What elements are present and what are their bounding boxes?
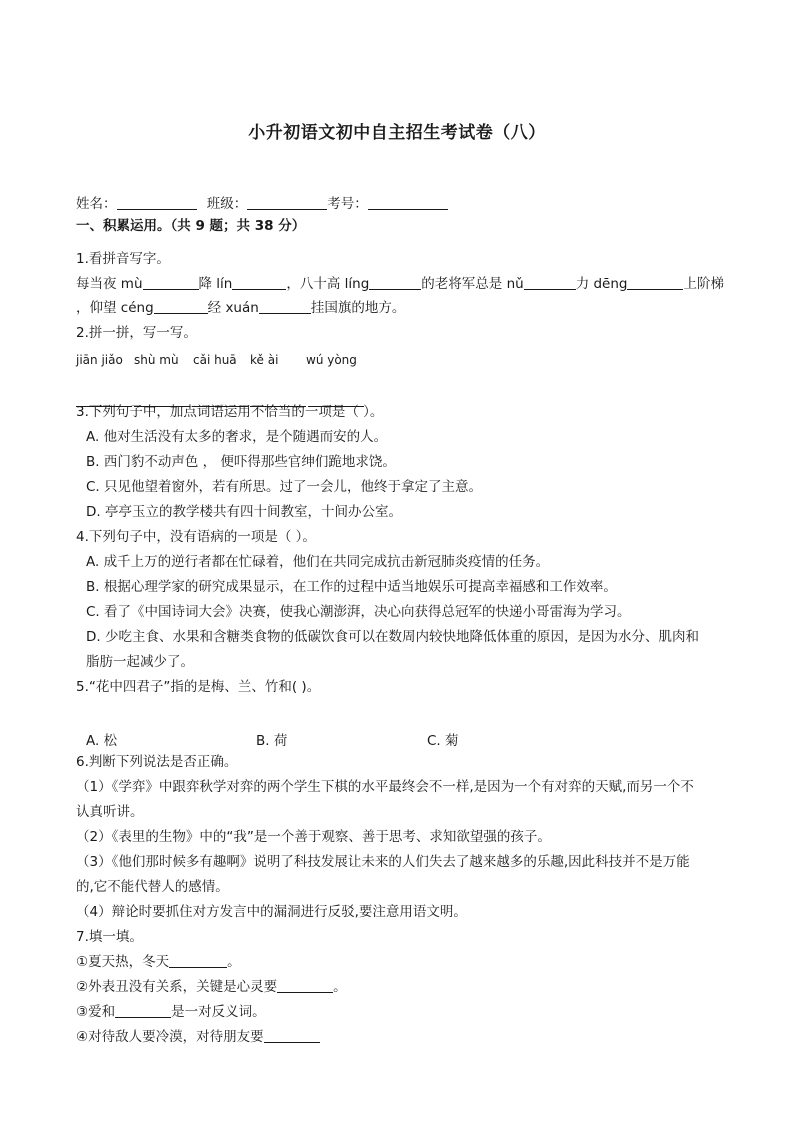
q4-option-b[interactable]: B. 根据心理学家的研究成果显示，在工作的过程中适当地娱乐可提高幸福感和工作效率。	[86, 579, 617, 595]
q6-statement-4: （4）辩论时要抓住对方发言中的漏洞进行反驳,要注意用语文明。	[76, 904, 467, 920]
q1-blank[interactable]	[232, 276, 286, 290]
q1-line-2: ，仰望 céng 经 xuán 挂国旗的地方。	[76, 300, 406, 316]
q6-statement-3-cont: 的,它不能代替人的感情。	[76, 879, 229, 895]
q1-blank[interactable]	[369, 276, 421, 290]
q4-option-d-cont: 脂肪一起减少了。	[86, 654, 194, 670]
class-field[interactable]	[247, 196, 327, 210]
q2-title: 2.拼一拼，写一写。	[76, 325, 197, 341]
q3-title: 3.下列句子中，加点词语运用不恰当的一项是（ ）。	[76, 404, 384, 420]
q1-title: 1.看拼音写字。	[76, 251, 170, 267]
q6-title: 6.判断下列说法是否正确。	[76, 754, 238, 770]
q7-blank[interactable]	[169, 954, 227, 968]
section-heading: 一、积累运用。（共 9 题；共 38 分）	[76, 218, 306, 234]
pinyin-item: cǎi huā	[193, 353, 237, 367]
q5-option-c[interactable]: C. 菊	[427, 733, 459, 749]
q2-pinyin-row	[76, 352, 357, 368]
q6-statement-1: （1）《学弈》中跟弈秋学对弈的两个学生下棋的水平最终会不一样,是因为一个有对弈的天赋,而另一个不	[76, 779, 694, 795]
pinyin-item: wú yòng	[306, 353, 357, 367]
id-label: 考号：	[327, 196, 368, 212]
q4-option-c[interactable]: C. 看了《中国诗词大会》决赛，使我心潮澎湃，决心向获得总冠军的快递小哥雷海为学习。	[86, 604, 631, 620]
q1-blank[interactable]	[154, 300, 208, 314]
pinyin-item: kě ài	[250, 353, 279, 367]
q4-option-d[interactable]: D. 少吃主食、水果和含糖类食物的低碳饮食可以在数周内较快地降低体重的原因，是因为水分、肌肉和	[86, 629, 699, 645]
q1-blank[interactable]	[259, 300, 311, 314]
page-title: 小升初语文初中自主招生考试卷（八）	[248, 123, 546, 143]
q1-blank[interactable]	[627, 276, 683, 290]
q7-title: 7.填一填。	[76, 929, 143, 945]
q5-option-b[interactable]: B. 荷	[256, 733, 288, 749]
q6-statement-3: （3）《他们那时候多有趣啊》说明了科技发展让未来的人们失去了越来越多的乐趣,因此科技并不是万能	[76, 854, 690, 870]
class-label: 班级：	[206, 196, 248, 212]
q6-statement-2: （2）《表里的生物》中的“我”是一个善于观察、善于思考、求知欲望强的孩子。	[76, 829, 551, 845]
q4-option-a[interactable]: A. 成千上万的逆行者都在忙碌着，他们在共同完成抗击新冠肺炎疫情的任务。	[86, 554, 550, 570]
q6-statement-1-cont: 认真听讲。	[76, 804, 144, 820]
name-label: 姓名：	[76, 196, 117, 212]
student-info-line	[76, 196, 448, 212]
id-field[interactable]	[368, 196, 448, 210]
q1-blank[interactable]	[524, 276, 576, 290]
q4-title: 4.下列句子中，没有语病的一项是（ ）。	[76, 529, 316, 545]
q5-option-a[interactable]: A. 松	[86, 733, 118, 749]
q7-blank[interactable]	[277, 979, 333, 993]
q5-title: 5.“花中四君子”指的是梅、兰、竹和( )。	[76, 679, 321, 695]
q3-option-a[interactable]: A. 他对生活没有太多的奢求，是个随遇而安的人。	[86, 429, 388, 445]
pinyin-item: shù mù	[134, 353, 179, 367]
q7-item-4: ④对待敌人要冷漠，对待朋友要	[76, 1029, 320, 1045]
pinyin-item: jiān jiǎo	[76, 353, 123, 367]
q7-item-3: ③爱和 是一对反义词。	[76, 1004, 266, 1020]
q7-item-2: ②外表丑没有关系，关键是心灵要 。	[76, 979, 347, 995]
q7-blank[interactable]	[115, 1004, 171, 1018]
q1-blank[interactable]	[143, 276, 199, 290]
q7-item-1: ①夏天热，冬天 。	[76, 954, 241, 970]
name-field[interactable]	[117, 196, 197, 210]
q3-option-c[interactable]: C. 只见他望着窗外，若有所思。过了一会儿，他终于拿定了主意。	[86, 479, 483, 495]
q3-option-b[interactable]: B. 西门豹不动声色 ， 便吓得那些官绅们跪地求饶。	[86, 454, 396, 470]
q1-line-1: 每当夜 mù 降 lín ，八十高 líng 的老将军总是 nǔ 力 dēng 上阶梯	[76, 276, 724, 292]
q3-option-d[interactable]: D. 亭亭玉立的教学楼共有四十间教室，十间办公室。	[86, 504, 402, 520]
q7-blank[interactable]	[264, 1029, 320, 1043]
